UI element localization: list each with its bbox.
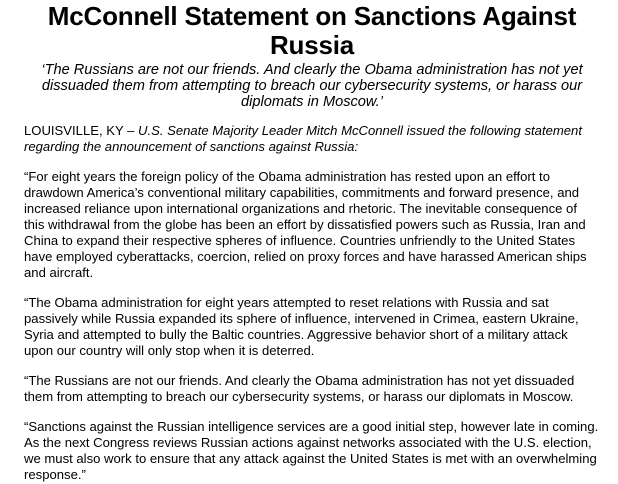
- dateline-lead: U.S. Senate Majority Leader Mitch McConnell issued the following statement regarding the announcement of sanctions against Russia:: [24, 123, 582, 154]
- statement-paragraph-4: “Sanctions against the Russian intelligence services are a good initial step, however late in coming. As the next Congress reviews Russian actions against networks associated with the U.S. election, we must also work to ensure that any attack against the United States is met with an overwhelming response.”: [24, 419, 599, 482]
- statement-paragraph-3: “The Russians are not our friends. And clearly the Obama administration has not yet dissuaded them from attempting to breach our cybersecurity systems, or harass our diplomats in Moscow.: [24, 373, 575, 404]
- subhead-quote: ‘The Russians are not our friends. And clearly the Obama administration has not yet dissuaded them from attempting to breach our cybersecurity systems, or harass our diplomats in Moscow.’: [41, 62, 583, 110]
- statement-paragraph-1: “For eight years the foreign policy of the Obama administration has rested upon an effort to drawdown America’s conventional military capabilities, commitments and forward presence, and increased reliance upon international organizations and rhetoric. The inevitable consequence of this withdrawal from the globe has been an effort by dissatisfied powers such as Russia, Iran and China to expand their respective spheres of influence. Countries unfriendly to the United States have employed cyberattacks, coercion, relied on proxy forces and have harassed American ships and aircraft.: [24, 169, 587, 280]
- statement-paragraph-2: “The Obama administration for eight years attempted to reset relations with Russia and sat passively while Russia expanded its sphere of influence, intervened in Crimea, eastern Ukraine, Syria and attempted to bully the Baltic countries. Aggressive behavior short of a military attack upon our country will only stop when it is deterred.: [24, 295, 579, 358]
- dateline-location: LOUISVILLE, KY –: [24, 123, 139, 138]
- dateline-paragraph: [24, 123, 600, 155]
- page-title: McConnell Statement on Sanctions Against Russia: [47, 1, 577, 60]
